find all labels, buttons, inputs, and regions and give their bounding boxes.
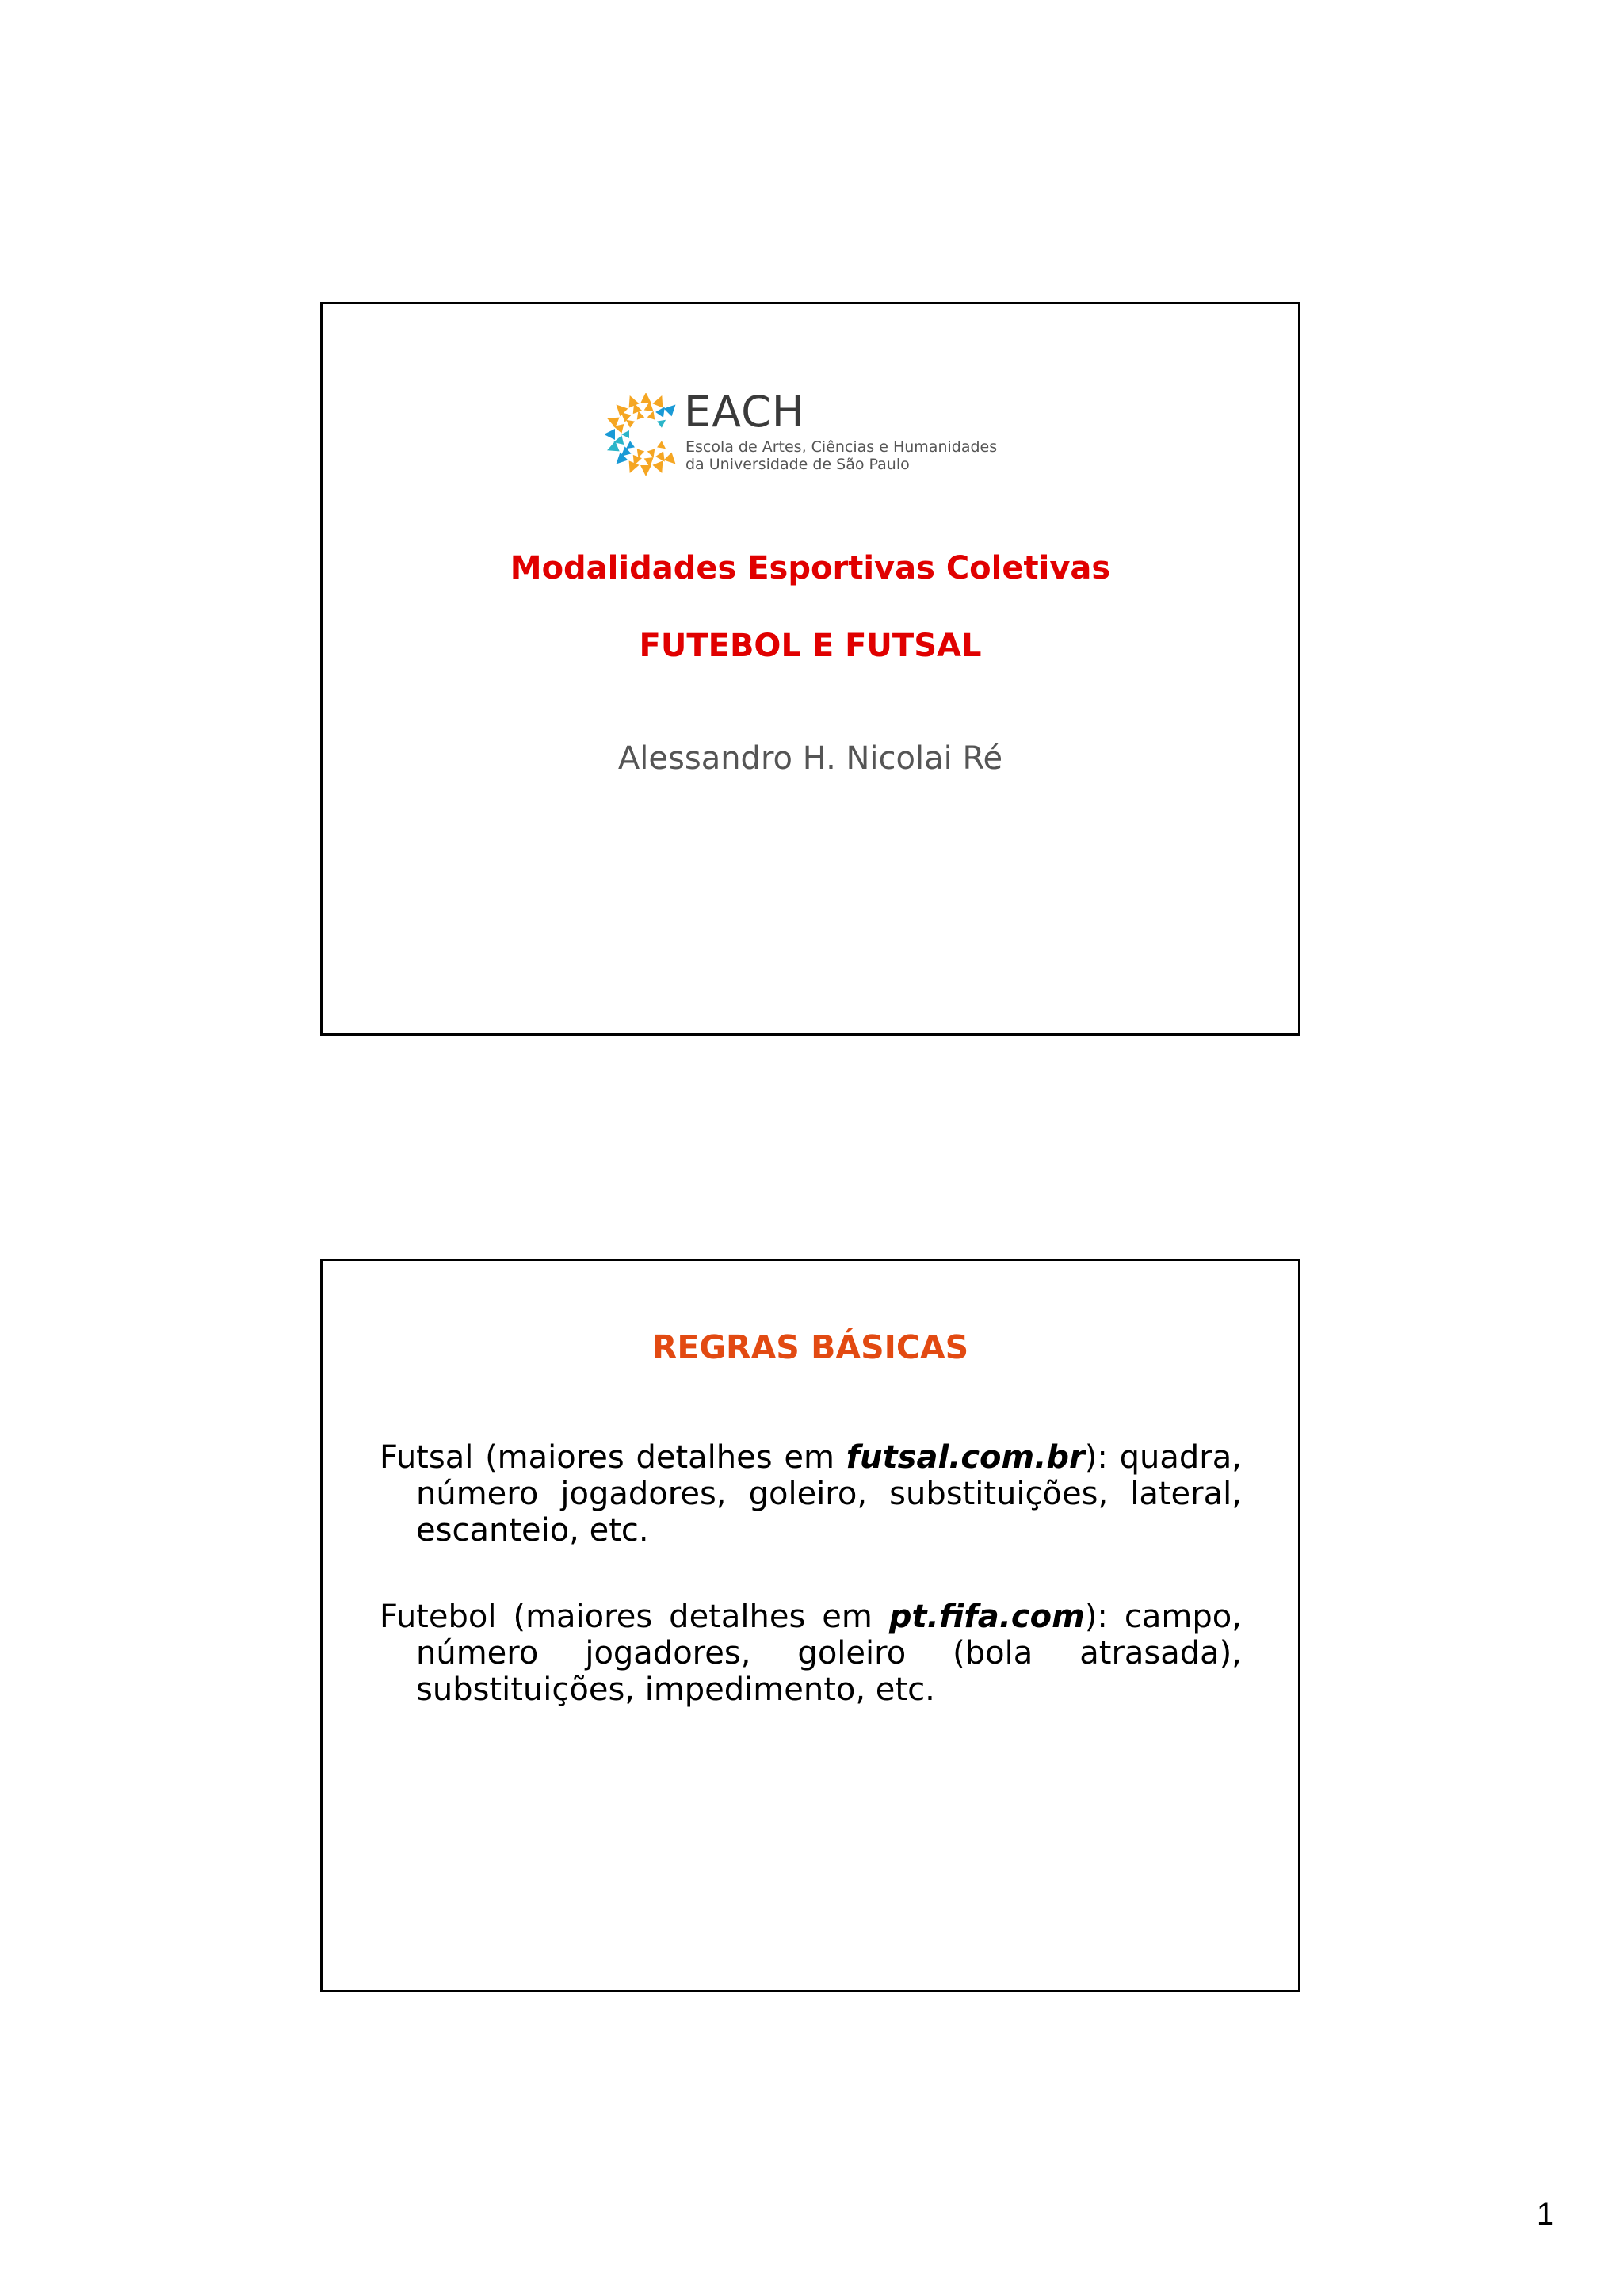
fifa-link-group: [889, 1599, 1108, 1635]
word: jogadores,: [560, 1476, 727, 1512]
page-number: 1: [1536, 2197, 1555, 2232]
word: detalhes: [636, 1439, 773, 1476]
logo-tile: [624, 393, 639, 407]
paragraph-line: [380, 1476, 1242, 1512]
futsal-link[interactable]: futsal.com.br: [846, 1439, 1085, 1476]
logo-tile: [647, 449, 658, 459]
each-logo-icon: [605, 393, 687, 476]
logo-tile: [652, 460, 666, 475]
logo-subtitle-line1: Escola de Artes, Ciências e Humanidades: [685, 438, 998, 456]
paragraph-line: [380, 1439, 1242, 1476]
futsal-link-group: [846, 1439, 1108, 1476]
logo-tile: [664, 453, 680, 468]
word: em: [822, 1599, 873, 1635]
paragraph-line: [380, 1599, 1242, 1635]
word: atrasada),: [1079, 1635, 1242, 1671]
author-name: Alessandro H. Nicolai Ré: [617, 740, 1003, 777]
word: detalhes: [669, 1599, 806, 1635]
logo-tile: [657, 441, 668, 452]
slide-rules: [320, 1259, 1300, 1992]
word: (maiores: [513, 1599, 653, 1635]
word: em: [784, 1439, 834, 1476]
presentation-title: Modalidades Esportivas Coletivas: [510, 550, 1111, 586]
logo-tile: [605, 429, 615, 440]
word: Futebol: [380, 1599, 497, 1635]
logo-tile: [657, 417, 668, 428]
each-logo: [605, 387, 1048, 480]
word: (maiores: [485, 1439, 624, 1476]
word: Futsal: [380, 1439, 474, 1476]
word: ):: [1084, 1439, 1108, 1476]
logo-tile: [664, 401, 680, 417]
word: goleiro,: [748, 1476, 868, 1512]
presentation-subtitle: FUTEBOL E FUTSAL: [639, 628, 982, 664]
logo-tile: [652, 393, 666, 407]
word: ):: [1084, 1599, 1108, 1635]
logo-tile: [621, 430, 629, 438]
slide-heading: REGRAS BÁSICAS: [651, 1328, 969, 1366]
word: número: [416, 1476, 539, 1512]
logo-tile: [605, 413, 619, 427]
paragraph-line: [380, 1671, 1242, 1708]
paragraph-line: [380, 1635, 1242, 1671]
futebol-paragraph: [380, 1599, 1242, 1708]
word: substituições,: [889, 1476, 1109, 1512]
word: (bola: [953, 1635, 1033, 1671]
word: quadra,: [1119, 1439, 1242, 1476]
fifa-link[interactable]: pt.fifa.com: [888, 1599, 1085, 1635]
word: número: [416, 1635, 539, 1671]
logo-tile: [624, 460, 639, 475]
line-text: substituições, impedimento, etc.: [416, 1671, 935, 1708]
word: campo,: [1124, 1599, 1242, 1635]
word: goleiro: [797, 1635, 907, 1671]
word: lateral,: [1130, 1476, 1242, 1512]
logo-tile: [647, 410, 658, 420]
logo-wordmark: EACH: [684, 387, 805, 437]
paragraph-line: [380, 1512, 1242, 1549]
futsal-paragraph: [380, 1439, 1242, 1549]
slide-title: [320, 302, 1300, 1036]
word: jogadores,: [585, 1635, 751, 1671]
logo-subtitle-line2: da Universidade de São Paulo: [685, 456, 910, 473]
line-text: escanteio, etc.: [416, 1512, 649, 1549]
logo-tile: [605, 441, 619, 455]
